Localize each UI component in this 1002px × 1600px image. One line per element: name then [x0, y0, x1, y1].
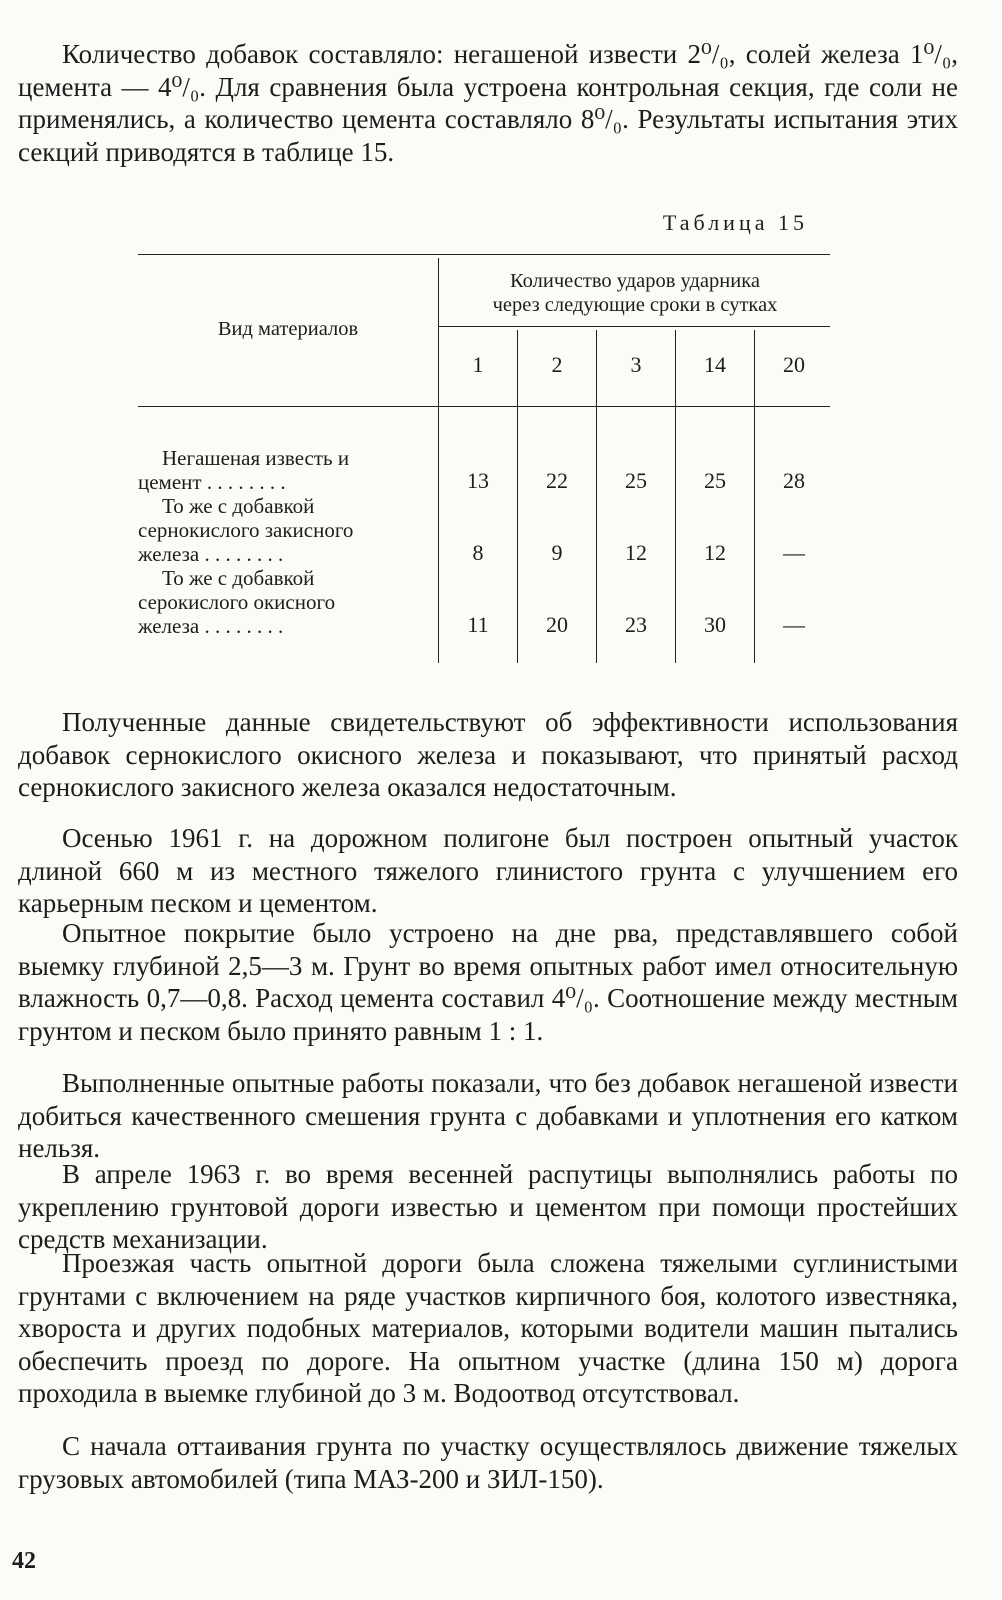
row2-label-line1: То же с добавкой — [162, 494, 315, 518]
row3-label-line3: железа . . . . . . . . — [138, 614, 284, 638]
row3-day1-value: 11 — [467, 612, 489, 637]
row3-label-line2: серокислого окисного — [138, 590, 336, 614]
header-impacts-line2: через следующие сроки в сутках — [492, 294, 778, 316]
row1-label-line2: цемент . . . . . . . . — [138, 470, 286, 494]
header-impacts-line1: Количество ударов ударника — [510, 270, 760, 292]
row1-day1-value: 13 — [467, 468, 489, 493]
row3-day14-value: 30 — [704, 612, 726, 637]
row1-day2-value: 22 — [546, 468, 568, 493]
table-col-divider-1 — [517, 330, 518, 663]
table-header-bottom-rule — [138, 406, 830, 407]
table-col-divider-3 — [675, 330, 676, 663]
paragraph-4: Выполненные опытные работы показали, что без добавок негашеной извести добиться качественного смешения грунта с добавками и уплотнения его катком нельзя. — [18, 1068, 958, 1163]
table-row-label-3 — [138, 566, 423, 638]
header-material: Вид материалов — [217, 318, 359, 340]
day-header-20: 20 — [783, 352, 805, 377]
row2-day20-value: — — [783, 540, 805, 565]
row1-day14-value: 25 — [704, 468, 726, 493]
day-header-3: 3 — [630, 352, 642, 377]
row1-label-line1: Негашеная известь и — [162, 446, 350, 470]
row3-label-line1: То же с добавкой — [162, 566, 315, 590]
table-col-divider-0 — [438, 258, 439, 663]
table-row-label-1 — [138, 446, 423, 494]
table-col-divider-4 — [754, 330, 755, 663]
intro-paragraph: Количество добавок составляло: негашеной извести 2⁰/₀, солей железа 1⁰/₀, цемента — 4⁰/₀. Для сравнения была устроена контрольная секция, где соли не применялись, а количество цемента составляло 8⁰/₀. Результаты испытания этих секций приводятся в таблице 15. — [18, 39, 958, 167]
row3-day20-value: — — [783, 612, 805, 637]
row1-day20-value: 28 — [783, 468, 805, 493]
row3-day3-value: 23 — [625, 612, 647, 637]
table-row-label-2 — [138, 494, 423, 566]
row2-label-line3: железа . . . . . . . . — [138, 542, 284, 566]
page-number: 42 — [12, 1548, 36, 1574]
row2-day14-value: 12 — [704, 540, 726, 565]
paragraph-5: В апреле 1963 г. во время весенней распутицы выполнялись работы по укреплению грунтовой дороги известью и цементом при помощи простейших средств механизации. — [18, 1159, 958, 1254]
row3-day2-value: 20 — [546, 612, 568, 637]
table-top-rule — [138, 254, 830, 255]
table-caption: Таблица 15 — [662, 210, 808, 235]
table-col-divider-2 — [596, 330, 597, 663]
paragraph-7: С начала оттаивания грунта по участку осуществлялось движение тяжелых грузовых автомобилей (типа МАЗ-200 и ЗИЛ-150). — [18, 1431, 958, 1494]
paragraph-3: Опытное покрытие было устроено на дне рва, представлявшего собой выемку глубиной 2,5—3 м. Грунт во время опытных работ имел относительную влажность 0,7—0,8. Расход цемента составил 4⁰/₀. Соотношение между местным грунтом и песком было принято равным 1 : 1. — [18, 918, 958, 1046]
paragraph-1: Полученные данные свидетельствуют об эффективности использования добавок сернокислого окисного железа и показывают, что принятый расход сернокислого закисного железа оказался недостаточным. — [18, 707, 958, 802]
row2-label-line2: сернокислого закисного — [138, 518, 354, 542]
row2-day1-value: 8 — [472, 540, 484, 565]
day-header-1: 1 — [472, 352, 484, 377]
paragraph-6: Проезжая часть опытной дороги была сложена тяжелыми суглинистыми грунтами с включением на ряде участков кирпичного боя, колотого известняка, хвороста и других подобных материалов, которыми водители машин пытались обеспечить проезд по дороге. На опытном участке (длина 150 м) дорога проходила в выемке глубиной до 3 м. Водоотвод отсутствовал. — [18, 1248, 958, 1408]
day-header-2: 2 — [551, 352, 563, 377]
paragraph-2: Осенью 1961 г. на дорожном полигоне был построен опытный участок длиной 660 м из местного тяжелого глинистого грунта с улучшением его карьерным песком и цементом. — [18, 823, 958, 918]
row1-day3-value: 25 — [625, 468, 647, 493]
day-header-14: 14 — [704, 352, 726, 377]
row2-day2-value: 9 — [551, 540, 563, 565]
row2-day3-value: 12 — [625, 540, 647, 565]
table-header-divider — [438, 326, 830, 327]
